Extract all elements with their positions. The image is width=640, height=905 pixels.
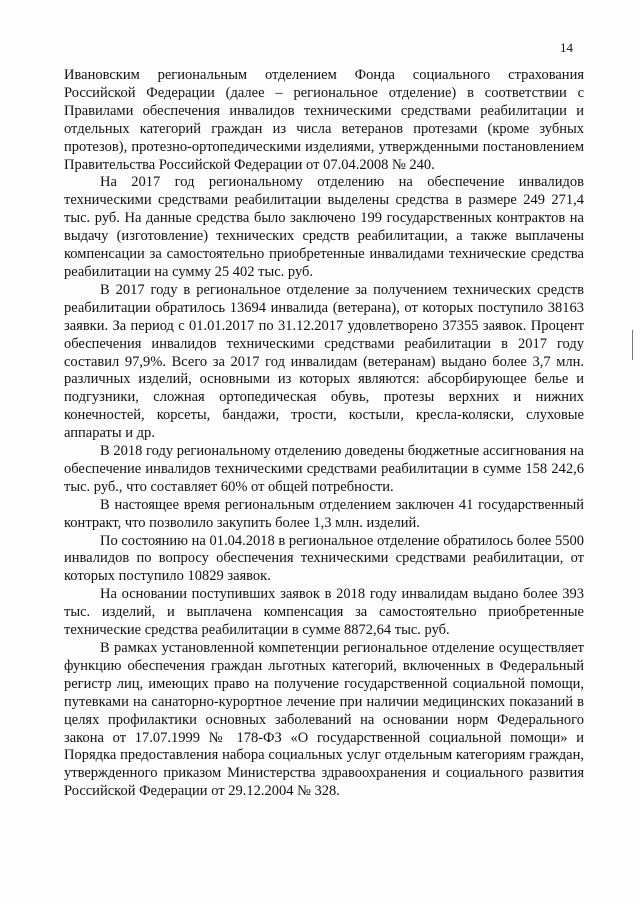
paragraph-2017-funding: На 2017 год региональному отделению на обеспечение инвалидов техническими средствами реабилитации выделены средства в размере 249 271,4 тыс. руб. На данные средства было заключено 199 государственных контрактов на выдачу (изготовление) технических средств реабилитации, а также выплачены компенсации за самостоятельно приобретенные инвалидами технические средства реабилитации на сумму 25 402 тыс. руб.	[64, 174, 584, 280]
page-number: 14	[560, 40, 573, 55]
paragraph-contracts: В настоящее время региональным отделением заключен 41 государственный контракт, что позволило закупить более 1,3 млн. изделий.	[64, 496, 584, 531]
paragraph-sanatorium: В рамках установленной компетенции региональное отделение осуществляет функцию обеспечения граждан льготных категорий, включенных в Федеральный регистр лиц, имеющих право на получение государственной социальной помощи, путевками на санаторно-курортное лечение при наличии медицинских показаний в целях профилактики основных заболеваний на основании норм Федерального закона от 17.07.1999 № 178-ФЗ «О государственной социальной помощи» и Порядка предоставления набора социальных услуг отдельным категориям граждан, утвержденного приказом Министерства здравоохранения и социального развития Российской Федерации от 29.12.2004 № 328.	[64, 640, 584, 800]
paragraph-continuation: Ивановским региональным отделением Фонда социального страхования Российской Федерации (далее – региональное отделение) в соответствии с Правилами обеспечения инвалидов техническими средствами реабилитации и отдельных категорий граждан из числа ветеранов протезами (кроме зубных протезов), протезно-ортопедическими изделиями, утвержденными постановлением Правительства Российской Федерации от 07.04.2008 № 240.	[64, 67, 584, 173]
paragraph-2018-budget: В 2018 году региональному отделению доведены бюджетные ассигнования на обеспечение инвалидов техническими средствами реабилитации в сумме 158 242,6 тыс. руб., что составляет 60% от общей потребности.	[64, 443, 584, 495]
paragraph-issued-2018: На основании поступивших заявок в 2018 году инвалидам выдано более 393 тыс. изделий, и выплачена компенсация за самостоятельно приобретенные технические средства реабилитации в сумме 8872,64 тыс. руб.	[64, 586, 584, 639]
paragraph-applications-2018: По состоянию на 01.04.2018 в региональное отделение обратилось более 5500 инвалидов по вопросу обеспечения техническими средствами реабилитации, от которых поступило 10829 заявок.	[64, 532, 584, 585]
margin-mark	[632, 330, 633, 360]
paragraph-2017-requests: В 2017 году в региональное отделение за получением технических средств реабилитации обратилось 13694 инвалида (ветерана), от которых поступило 38163 заявки. За период с 01.01.2017 по 31.12.2017 удовлетворено 37355 заявок. Процент обеспечения инвалидов техническими средствами реабилитации в 2017 году составил 97,9%. Всего за 2017 год инвалидам (ветеранам) выдано более 3,7 млн. различных изделий, основными из которых являются: абсорбирующее белье и подгузники, сложная ортопедическая обувь, протезы верхних и нижних конечностей, корсеты, бандажи, трости, костыли, кресла-коляски, слуховые аппараты и др.	[64, 281, 584, 442]
document-body	[64, 67, 584, 801]
